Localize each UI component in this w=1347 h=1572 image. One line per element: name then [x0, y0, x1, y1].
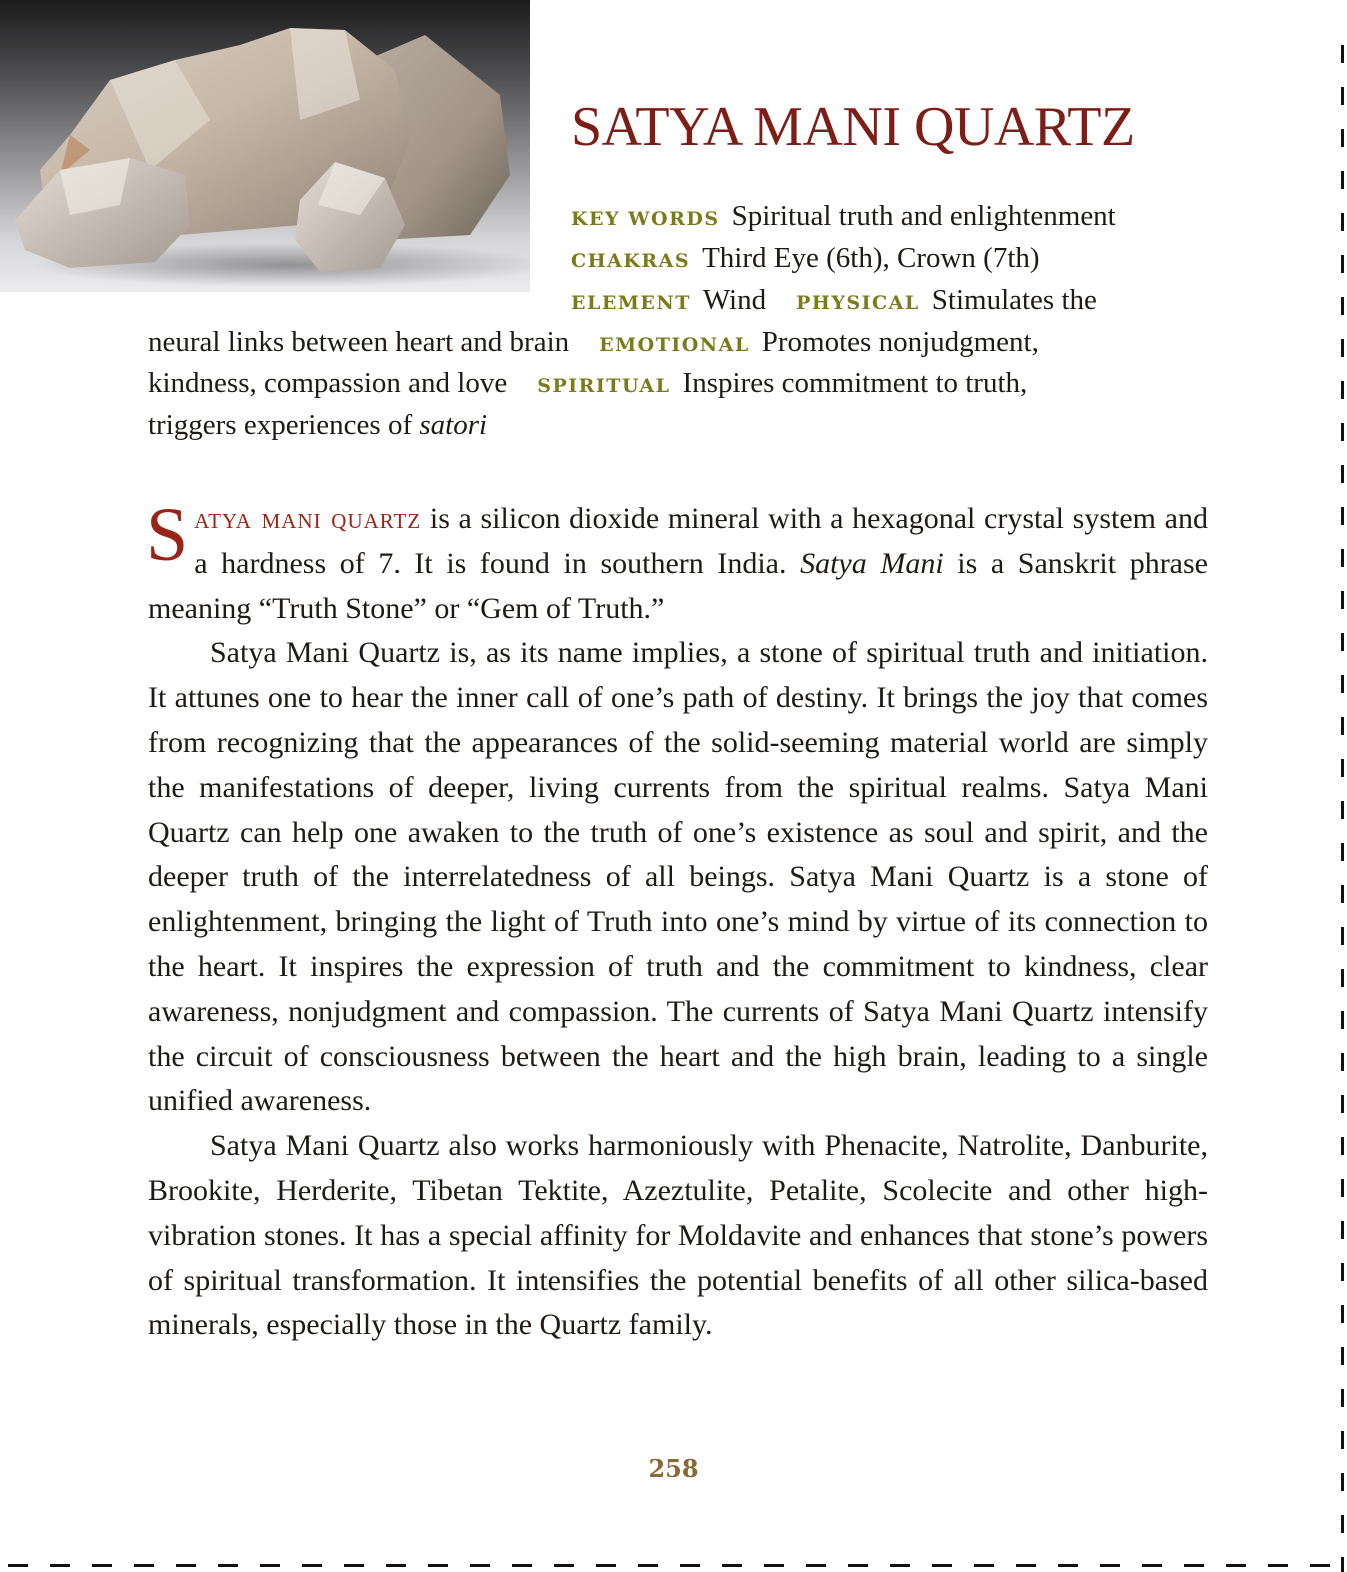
- drop-cap: S: [146, 493, 189, 577]
- satya-mani-term: Satya Mani: [800, 546, 944, 580]
- emotional-value-b: kindness, compassion and love: [148, 367, 508, 399]
- paragraph-2: Satya Mani Quartz is, as its name implies, a stone of spiritual truth and initiation. It attunes one to hear the inner call of one’s path of destiny. It brings the joy that comes from recognizing that the appearances of the solid-seeming material world are simply the manifestations of deeper, living currents from the spiritual realms. Satya Mani Quartz can help one awaken to the truth of one’s existence as soul and spirit, and the deeper truth of the interrelatedness of all beings. Satya Mani Quartz is a stone of enlightenment, bringing the light of Truth into one’s mind by virtue of its connection to the heart. It inspires the expression of truth and the commitment to kindness, clear awareness, nonjudgment and compassion. The currents of Satya Mani Quartz intensify the circuit of consciousness between the heart and the high brain, leading to a single unified awareness.: [148, 636, 1208, 1118]
- crop-mark: [1341, 1347, 1344, 1365]
- crop-mark: [1341, 1095, 1344, 1113]
- crop-mark: [1341, 1473, 1344, 1491]
- crop-marks-bottom: [0, 1561, 1347, 1572]
- physical-value-b: neural links between heart and brain: [148, 326, 570, 358]
- crop-mark: [848, 1564, 868, 1567]
- page-number: 258: [648, 1454, 699, 1483]
- element-label: ELEMENT: [571, 292, 691, 314]
- paragraph-3: Satya Mani Quartz also works harmoniously with Phenacite, Natrolite, Danburite, Brookite, Herderite, Tibetan Tektite, Azeztulite, Petalite, Scolecite and other high-vibration stones. It has a special affinity for Moldavite and enhances that stone’s powers of spiritual transformation. It intensifies the potential benefits of all other silica-based minerals, especially those in the Quartz family.: [148, 1129, 1208, 1342]
- crop-mark: [1226, 1564, 1246, 1567]
- crop-mark: [1341, 591, 1344, 609]
- key-words-label: KEY WORDS: [571, 208, 720, 230]
- crystal-photo: [0, 0, 530, 292]
- body-text: [146, 493, 1208, 1348]
- crop-mark: [554, 1564, 574, 1567]
- crop-mark: [302, 1564, 322, 1567]
- crop-mark: [1341, 843, 1344, 861]
- spiritual-row-continued: [148, 406, 487, 444]
- crop-mark: [428, 1564, 448, 1567]
- crop-mark: [1341, 423, 1344, 441]
- crop-mark: [722, 1564, 742, 1567]
- crop-mark: [1341, 381, 1344, 399]
- crop-mark: [1341, 927, 1344, 945]
- crop-mark: [932, 1564, 952, 1567]
- chakras-value: Third Eye (6th), Crown (7th): [702, 242, 1040, 274]
- crop-mark: [1058, 1564, 1078, 1567]
- crop-mark: [470, 1564, 490, 1567]
- crop-mark: [92, 1564, 112, 1567]
- emotional-spiritual-row: [148, 364, 1027, 405]
- crop-mark: [1341, 297, 1344, 315]
- crop-mark: [344, 1564, 364, 1567]
- crop-mark: [1341, 1221, 1344, 1239]
- page-title: SATYA MANI QUARTZ: [571, 96, 1135, 158]
- crop-mark: [638, 1564, 658, 1567]
- physical-value-a: Stimulates the: [931, 284, 1097, 316]
- key-words-row: [571, 197, 1116, 238]
- crop-mark: [1341, 1179, 1344, 1197]
- crop-mark: [1341, 1389, 1344, 1407]
- key-words-value: Spiritual truth and enlightenment: [731, 200, 1116, 232]
- crop-mark: [1100, 1564, 1120, 1567]
- crop-mark: [680, 1564, 700, 1567]
- crop-mark: [1341, 255, 1344, 273]
- crop-mark: [1341, 717, 1344, 735]
- crop-mark: [1341, 45, 1344, 63]
- crop-mark: [1341, 1011, 1344, 1029]
- crop-mark: [1341, 1053, 1344, 1071]
- crop-mark: [8, 1564, 28, 1567]
- satori-term: satori: [419, 409, 488, 441]
- crop-mark: [1016, 1564, 1036, 1567]
- crop-mark: [1341, 675, 1344, 693]
- spiritual-label: SPIRITUAL: [537, 375, 671, 397]
- paragraph-1: [146, 493, 1208, 631]
- crop-mark: [1142, 1564, 1162, 1567]
- crop-mark: [1341, 1431, 1344, 1449]
- crop-mark: [1341, 213, 1344, 231]
- crop-mark: [1341, 1137, 1344, 1155]
- emotional-value-a: Promotes nonjudgment,: [761, 326, 1039, 358]
- chakras-row: [571, 239, 1040, 280]
- spiritual-value-b: triggers experiences of: [148, 409, 420, 441]
- crop-mark: [1341, 885, 1344, 903]
- crop-mark: [806, 1564, 826, 1567]
- crop-mark: [1341, 465, 1344, 483]
- crop-mark: [1310, 1564, 1330, 1567]
- crop-mark: [50, 1564, 70, 1567]
- crop-mark: [596, 1564, 616, 1567]
- crop-mark: [134, 1564, 154, 1567]
- crop-mark: [1341, 1263, 1344, 1281]
- chakras-label: CHAKRAS: [571, 250, 691, 272]
- crop-mark: [512, 1564, 532, 1567]
- crop-mark: [1268, 1564, 1288, 1567]
- paragraph-1-text-a: is a silicon dioxide mineral with a hexagonal crystal system and a hardness of 7. It is found in southern India.: [194, 502, 1208, 580]
- crop-mark: [1341, 969, 1344, 987]
- crop-mark: [218, 1564, 238, 1567]
- lead-in: atya mani quartz: [194, 502, 422, 535]
- element-physical-row: [571, 281, 1097, 322]
- physical-emotional-row: [148, 323, 1039, 364]
- crop-mark: [1184, 1564, 1204, 1567]
- quartz-crystal-image: [0, 0, 530, 292]
- crop-mark: [1341, 1305, 1344, 1323]
- paragraph-1-text-b: is a Sanskrit phrase meaning “Truth Stone” or “Gem of Truth.”: [148, 546, 1208, 625]
- crop-mark: [260, 1564, 280, 1567]
- physical-label: PHYSICAL: [796, 292, 920, 314]
- crop-mark: [1341, 759, 1344, 777]
- crop-mark: [386, 1564, 406, 1567]
- crop-mark: [974, 1564, 994, 1567]
- spiritual-value-a: Inspires commitment to truth,: [682, 367, 1028, 399]
- crop-mark: [1341, 87, 1344, 105]
- crop-marks-right: [1337, 0, 1347, 1572]
- crop-mark: [1341, 633, 1344, 651]
- element-value: Wind: [702, 284, 767, 316]
- crop-mark: [1341, 549, 1344, 567]
- crop-mark: [1341, 129, 1344, 147]
- emotional-label: EMOTIONAL: [599, 334, 750, 356]
- crop-mark: [1341, 1515, 1344, 1533]
- crop-mark: [176, 1564, 196, 1567]
- crop-mark: [890, 1564, 910, 1567]
- crop-mark: [1341, 801, 1344, 819]
- crop-mark: [764, 1564, 784, 1567]
- crop-mark: [1341, 171, 1344, 189]
- crop-mark: [1341, 507, 1344, 525]
- crop-mark: [1341, 339, 1344, 357]
